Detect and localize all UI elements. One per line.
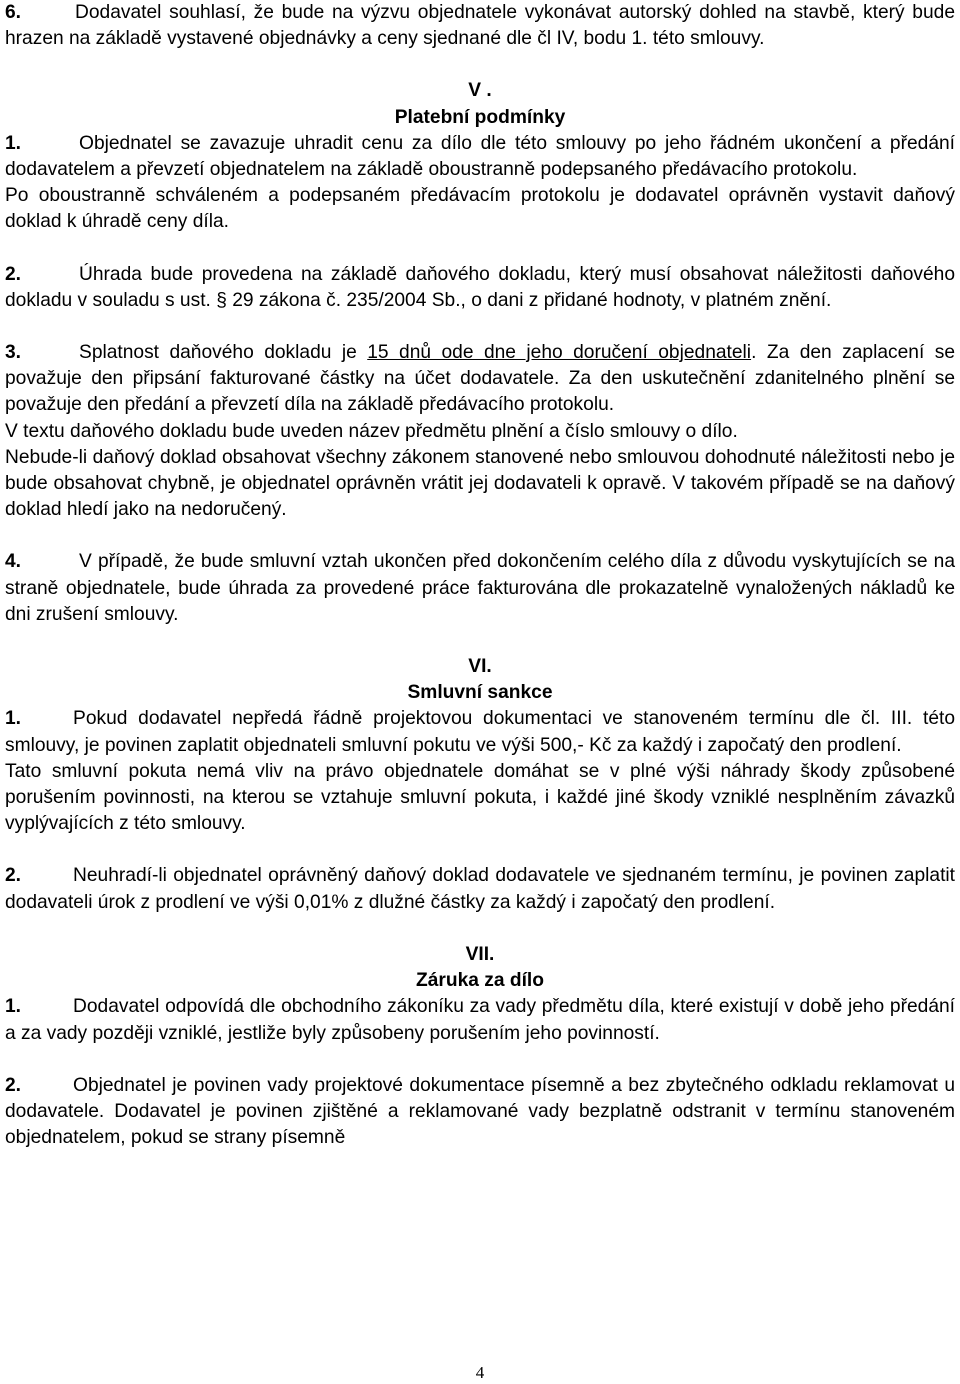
paragraph-5-1 — [5, 131, 955, 183]
section-5-roman: V . — [468, 80, 492, 102]
paragraph-5-3-c: Nebude-li daňový doklad obsahovat všechny zákonem stanovené nebo smlouvou dohodnuté náležitosti nebo je bude obsahovat chybně, je objednatel oprávněn vrátit jej dodavateli k opravě. V takovém případě se na daňový doklad hledí jako na nedoručený. — [5, 446, 955, 521]
page-number: 4 — [475, 1363, 485, 1382]
paragraph-text: Dodavatel souhlasí, že bude na výzvu objednatele vykonávat autorský dohled na stavbě, který bude hrazen na základě vystavené objednávky a ceny sjednané dle čl IV, bodu 1. této smlouvy. — [5, 2, 955, 50]
paragraph-5-1-b: Po oboustranně schváleném a podepsaném předávacím protokolu je dodavatel oprávněn vystavit daňový doklad k úhradě ceny díla. — [5, 185, 955, 233]
paragraph-number: 1. — [5, 708, 22, 730]
paragraph-6-1-b: Tato smluvní pokuta nemá vliv na právo objednatele domáhat se v plné výši náhrady škody způsobené porušením povinnosti, na kterou se vztahuje smluvní pokuta, i každé jiné škody vzniklé nesplněním závazků vyplývajících z této smlouvy. — [5, 760, 955, 835]
paragraph-5-4 — [5, 549, 955, 628]
paragraph-number: 2. — [5, 1074, 22, 1096]
paragraph-number: 3. — [5, 342, 22, 364]
section-5-title: Platební podmínky — [394, 106, 566, 128]
paragraph-5-3 — [5, 340, 955, 419]
document-page — [5, 0, 955, 1151]
paragraph-5-2 — [5, 262, 955, 314]
paragraph-text-cont: 29 zákona č. 235/2004 Sb., o dani z přidané hodnoty, v platném znění. — [232, 289, 832, 311]
section-7-title: Záruka za dílo — [416, 970, 544, 992]
paragraph-7-2 — [5, 1073, 955, 1152]
paragraph-text: Objednatel je povinen vady projektové dokumentace písemně a bez zbytečného odkladu reklamovat u dodavatele. Dodavatel je povinen zjištěné a reklamované vady bezplatně odstranit v termínu stanoveném objednatelem, pokud se strany písemně — [5, 1074, 955, 1149]
paragraph-text: Neuhradí-li objednatel oprávněný daňový doklad dodavatele ve sjednaném termínu, je povinen zaplatit dodavateli úrok z prodlení ve výši 0,01% z dlužné částky za každý i započatý den prodlení. — [5, 865, 955, 913]
paragraph-number: 1. — [5, 132, 22, 154]
section-sign: § — [216, 289, 227, 311]
paragraph-number: 4. — [5, 551, 22, 573]
paragraph-text: Dodavatel odpovídá dle obchodního zákoníku za vady předmětu díla, které existují v době jeho předání a za vady později vzniklé, jestliže byly způsobeny porušením jeho povinností. — [5, 996, 955, 1044]
paragraph-6-2 — [5, 863, 955, 915]
paragraph-text: Objednatel se zavazuje uhradit cenu za dílo dle této smlouvy po jeho řádném ukončení a předání dodavatelem a převzetí objednatelem na základě oboustranně podepsaného předávacího protokolu. — [5, 132, 955, 181]
paragraph-text: V případě, že bude smluvní vztah ukončen před dokončením celého díla z důvodu vyskytujících se na straně objednatele, bude úhrada za provedené práce fakturována dle prokazatelně vynaložených nákladů ke dni zrušení smlouvy. — [5, 551, 955, 625]
paragraph-7-1 — [5, 994, 955, 1046]
section-6-roman: VI. — [468, 656, 492, 678]
paragraph-text-cont: . Za den zaplacení se považuje den připsání fakturované částky na účet dodavatele. Za den uskutečnění zdanitelného plnění se považuje den předání a převzetí díla na základě předávacího protokolu. — [5, 342, 955, 416]
paragraph-number: 2. — [5, 865, 22, 887]
paragraph-text: Splatnost daňového dokladu je — [79, 342, 357, 364]
payment-term-underlined: 15 dnů ode dne jeho doručení objednateli — [367, 342, 752, 364]
paragraph-text: Úhrada bude provedena na základě daňového dokladu, který musí obsahovat náležitosti daňového dokladu v souladu s ust. — [5, 263, 955, 311]
paragraph-number: 1. — [5, 996, 22, 1018]
section-7-roman: VII. — [465, 943, 495, 965]
paragraph-number: 6. — [5, 2, 22, 23]
section-6-title: Smluvní sankce — [407, 682, 553, 704]
paragraph-number: 2. — [5, 263, 22, 285]
paragraph-4-6 — [5, 0, 955, 52]
paragraph-6-1 — [5, 706, 955, 758]
paragraph-5-3-b: V textu daňového dokladu bude uveden název předmětu plnění a číslo smlouvy o dílo. — [5, 420, 738, 442]
paragraph-text: Pokud dodavatel nepředá řádně projektovou dokumentaci ve stanoveném termínu dle čl. III. této smlouvy, je povinen zaplatit objednateli smluvní pokutu ve výši 500,- Kč za každý i započatý den prodlení. — [5, 708, 955, 756]
